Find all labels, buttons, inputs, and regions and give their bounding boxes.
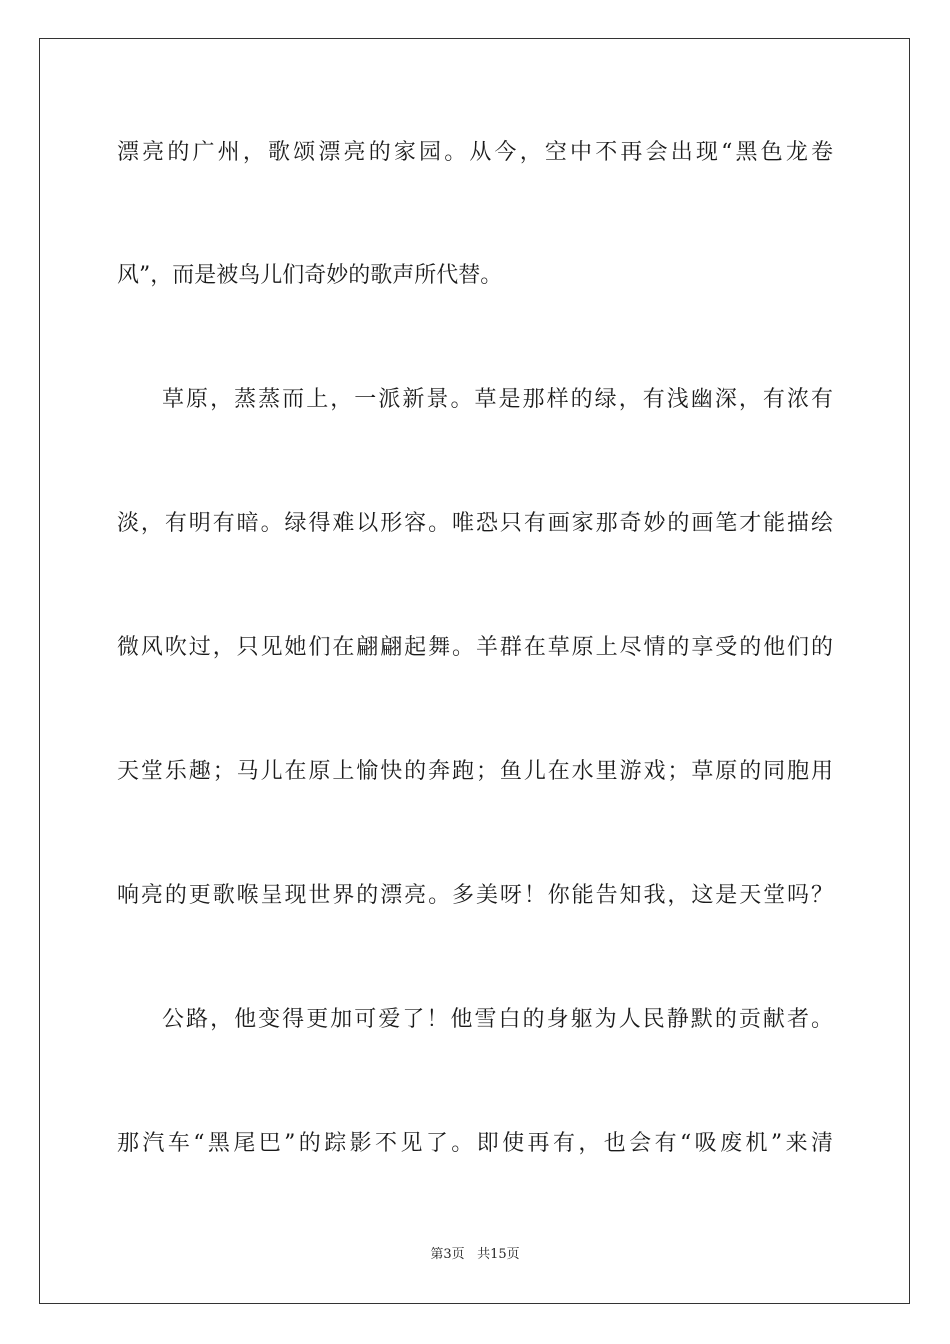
- page-footer: [0, 1246, 950, 1264]
- paragraph-line: 漂亮的广州，歌颂漂亮的家园。从今，空中不再会出现“黑色龙卷: [117, 140, 833, 165]
- paragraph-line: 那汽车“黑尾巴”的踪影不见了。即使再有，也会有“吸废机”来清: [117, 1131, 833, 1156]
- paragraph-line: 微风吹过，只见她们在翩翩起舞。羊群在草原上尽情的享受的他们的: [117, 635, 833, 660]
- paragraph-line: 风”，而是被鸟儿们奇妙的歌声所代替。: [117, 263, 503, 288]
- page-number: 第3页: [430, 1247, 465, 1262]
- paragraph-line: 淡，有明有暗。绿得难以形容。唯恐只有画家那奇妙的画笔才能描绘: [117, 511, 833, 536]
- page-border: [39, 38, 910, 1304]
- paragraph-line: 公路，他变得更加可爱了！他雪白的身躯为人民静默的贡献者。: [162, 1007, 833, 1032]
- paragraph-line: 天堂乐趣；马儿在原上愉快的奔跑；鱼儿在水里游戏；草原的同胞用: [117, 759, 833, 784]
- paragraph-line: 草原，蒸蒸而上，一派新景。草是那样的绿，有浅幽深，有浓有: [162, 387, 833, 412]
- paragraph-line: 响亮的更歌喉呈现世界的漂亮。多美呀！你能告知我，这是天堂吗？: [117, 883, 833, 908]
- page-total: 共15页: [477, 1247, 520, 1262]
